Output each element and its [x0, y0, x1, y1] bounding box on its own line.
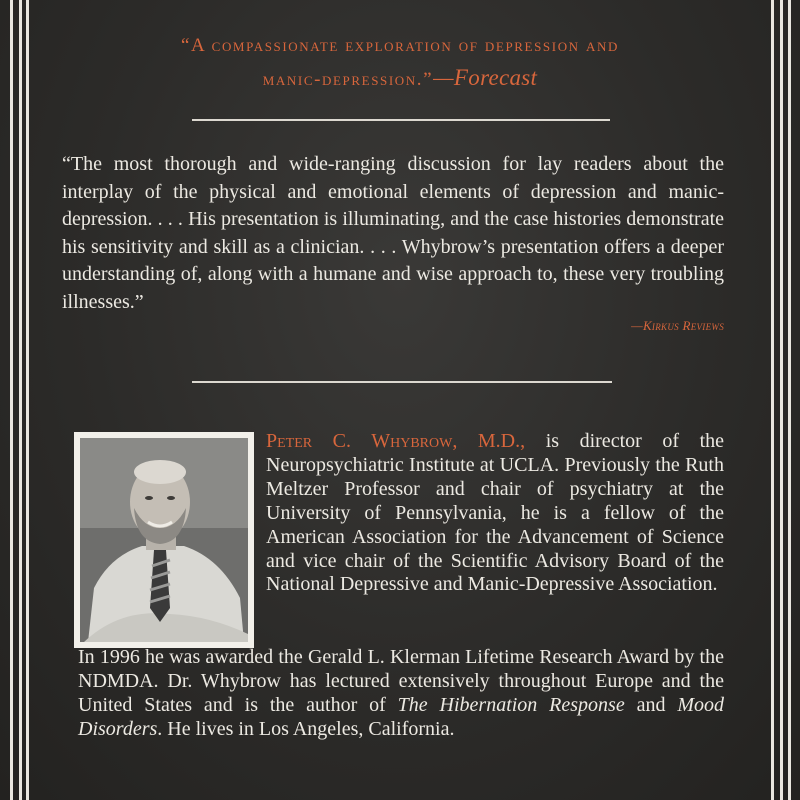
author-photo [74, 432, 254, 648]
border-rule [788, 0, 791, 800]
top-quote-dash: — [433, 65, 454, 90]
book-title-2: Mood Disorders [78, 693, 724, 740]
border-rule [780, 0, 783, 800]
author-bio-part1: is director of the Neuropsychiatric Institute at UCLA. Previously the Ruth Meltzer Professor and chair of psychiatry at the University of Pennsylvania, he is a fellow of the American Association for the Advancement of Science and vice chair of the Scientific Advisory Board of the National Depressive and Manic-Depressive Association. [266, 430, 725, 596]
border-rule [26, 0, 29, 800]
author-name: Peter C. Whybrow, M.D., [266, 430, 526, 452]
divider [192, 381, 612, 383]
book-title-1: The Hibernation Response [397, 693, 625, 716]
author-bio-part3: . He lives in Los Angeles, California. [157, 717, 455, 740]
author-bio-part2: In 1996 he was awarded the Gerald L. Klerman Lifetime Research Award by the NDMDA. Dr. Whybrow has lectured extensively throughout Europe and the United States and is the author of [78, 646, 724, 716]
border-rule [10, 0, 13, 800]
review-quote-attribution: —Kirkus Reviews [631, 318, 724, 333]
border-rule [19, 0, 22, 800]
author-bio-bottom [78, 646, 724, 742]
border-rule [771, 0, 774, 800]
author-portrait-image [80, 438, 248, 642]
divider [192, 119, 610, 121]
top-quote-source: Forecast [453, 65, 538, 90]
top-quote-line1: “A compassionate exploration of depression and [181, 35, 619, 56]
author-bio-top [266, 430, 724, 597]
top-quote [40, 30, 760, 96]
top-quote-line2: manic-depression.” [262, 69, 434, 90]
author-bio-and: and [624, 693, 678, 716]
review-quote-text: “The most thorough and wide-ranging discussion for lay readers about the interplay of the physical and emotional elements of depression and manic-depression. . . . His presentation is illuminating, and the case histories demonstrate his sensitivity and skill as a clinician. . . . Whybrow’s presentation offers a deeper understanding of, along with a humane and wise approach to, these very troubling illnesses.” [62, 153, 724, 313]
